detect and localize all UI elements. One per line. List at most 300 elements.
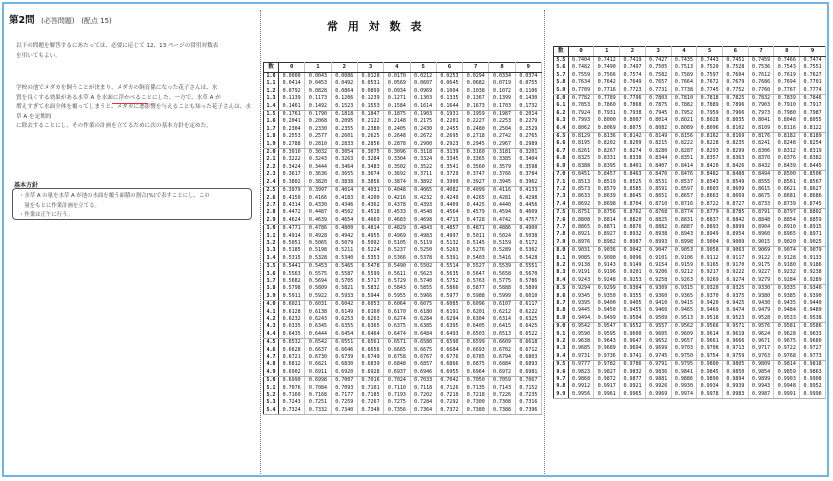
log-value-cell: 0.9703 [671, 345, 697, 352]
log-value-cell: 0.6042 [331, 301, 357, 309]
log-value-cell: 0.6222 [515, 309, 541, 316]
log-value-cell: 0.5079 [331, 240, 357, 247]
log-value-cell: 0.8949 [697, 231, 723, 238]
log-value-cell: 0.5752 [436, 278, 462, 285]
log-value-cell: 0.4533 [384, 209, 410, 216]
column-header: 7 [463, 63, 489, 73]
log-value-cell: 0.1239 [357, 95, 383, 102]
log-value-cell: 0.6180 [410, 309, 436, 316]
log-value-cell: 0.7803 [645, 95, 671, 103]
log-value-cell: 0.5237 [384, 247, 410, 254]
log-value-cell: 0.4281 [489, 195, 515, 202]
log-value-cell: 0.4150 [279, 195, 305, 202]
table-row [554, 285, 826, 293]
log-value-cell: 0.6561 [357, 339, 383, 347]
log-value-cell: 0.8893 [697, 224, 723, 231]
log-value-cell: 0.8513 [568, 179, 594, 186]
row-number-cell: 5.8 [554, 79, 569, 86]
row-number-cell: 6.6 [554, 140, 569, 147]
log-value-cell: 0.9117 [723, 255, 749, 262]
row-number-cell: 8.4 [554, 277, 569, 285]
log-value-cell: 0.7910 [774, 102, 800, 109]
log-value-cell: 0.1492 [305, 103, 331, 111]
log-value-cell: 0.9647 [620, 338, 646, 345]
log-value-cell: 0.8543 [697, 179, 723, 186]
log-value-cell: 0.1818 [331, 111, 357, 119]
row-number-cell: 9.7 [554, 376, 569, 383]
log-value-cell: 0.8439 [774, 163, 800, 171]
log-value-cell: 0.5514 [436, 263, 462, 271]
log-value-cell: 0.4843 [410, 225, 436, 233]
log-value-cell: 0.8055 [800, 117, 826, 124]
log-value-cell: 0.7084 [305, 385, 331, 392]
log-value-cell: 0.6425 [515, 323, 541, 330]
row-number-cell: 1.9 [264, 141, 279, 149]
log-value-cell: 0.6212 [489, 309, 515, 316]
row-number-cell: 8.5 [554, 285, 569, 293]
log-value-cell: 0.6830 [331, 361, 357, 368]
log-value-cell: 0.1931 [436, 111, 462, 119]
log-value-cell: 0.8445 [800, 163, 826, 171]
log-value-cell: 0.5092 [357, 240, 383, 247]
log-value-cell: 0.8831 [671, 217, 697, 224]
log-value-cell: 0.9036 [594, 247, 620, 255]
basic-policy-item: ・作業は正午に行う。 [19, 212, 73, 219]
log-value-cell: 0.9722 [774, 345, 800, 352]
log-value-cell: 0.9675 [774, 338, 800, 345]
row-number-cell: 5.6 [554, 64, 569, 71]
log-value-cell: 0.7435 [671, 57, 697, 65]
log-value-cell: 0.7566 [594, 72, 620, 79]
log-value-cell: 0.3139 [436, 149, 462, 157]
log-value-cell: 0.9299 [594, 285, 620, 293]
table-row [554, 383, 826, 390]
log-value-cell: 0.8785 [723, 209, 749, 217]
log-value-cell: 0.7185 [357, 392, 383, 399]
log-value-cell: 0.9405 [620, 300, 646, 307]
log-value-cell: 0.7093 [331, 385, 357, 392]
row-number-cell: 8.1 [554, 255, 569, 262]
log-value-cell: 0.2529 [515, 126, 541, 133]
log-value-cell: 0.4116 [489, 187, 515, 195]
log-value-cell: 0.9991 [774, 391, 800, 399]
log-value-cell: 0.6444 [305, 331, 331, 339]
log-value-cell: 0.4166 [305, 195, 331, 202]
row-number-cell: 9.6 [554, 369, 569, 376]
log-value-cell: 0.8488 [723, 171, 749, 179]
log-value-cell: 0.4330 [305, 202, 331, 209]
log-value-cell: 0.8876 [620, 224, 646, 231]
log-value-cell: 0.8007 [620, 117, 646, 124]
log-value-cell: 0.0531 [357, 80, 383, 87]
log-value-cell: 0.4698 [410, 217, 436, 225]
log-value-cell: 0.2856 [357, 141, 383, 149]
log-value-cell: 0.3617 [279, 171, 305, 178]
log-value-cell: 0.4265 [463, 195, 489, 202]
log-value-cell: 0.9385 [774, 293, 800, 300]
log-value-cell: 0.3856 [357, 179, 383, 187]
log-value-cell: 0.9274 [723, 277, 749, 285]
log-value-cell: 0.8136 [594, 133, 620, 141]
log-value-cell: 0.5328 [305, 255, 331, 263]
log-value-cell: 0.6464 [357, 331, 383, 339]
table-row [554, 87, 826, 95]
log-value-cell: 0.8710 [645, 201, 671, 209]
log-value-cell: 0.5911 [279, 293, 305, 301]
row-number-cell: 3.1 [264, 233, 279, 240]
log-value-cell: 0.8579 [594, 186, 620, 193]
column-header: 4 [671, 47, 697, 57]
log-value-cell: 0.4829 [384, 225, 410, 233]
row-number-cell: 8.0 [554, 247, 569, 255]
column-header: 2 [620, 47, 646, 57]
log-value-cell: 0.9773 [800, 353, 826, 361]
table-row [554, 95, 826, 103]
table-row [554, 323, 826, 331]
row-number-cell: 9.1 [554, 331, 569, 338]
log-value-cell: 0.6503 [463, 331, 489, 339]
log-value-cell: 0.7404 [568, 57, 594, 65]
log-value-cell: 0.6609 [489, 339, 515, 347]
log-value-cell: 0.3927 [463, 179, 489, 187]
log-value-cell: 0.0899 [357, 88, 383, 95]
log-value-cell: 0.6107 [489, 301, 515, 309]
table-row [264, 323, 542, 330]
log-value-cell: 0.8814 [594, 217, 620, 224]
table-row [554, 72, 826, 79]
log-value-cell: 0.9390 [800, 293, 826, 300]
row-number-cell: 7.0 [554, 171, 569, 179]
log-value-cell: 0.3032 [305, 149, 331, 157]
log-value-cell: 0.6064 [384, 301, 410, 309]
row-number-cell: 4.2 [264, 316, 279, 323]
log-value-cell: 0.9912 [568, 383, 594, 390]
log-value-cell: 0.9015 [748, 239, 774, 247]
log-value-cell: 0.3181 [489, 149, 515, 157]
log-value-cell: 0.9415 [671, 300, 697, 307]
log-value-cell: 0.8401 [620, 163, 646, 171]
log-value-cell: 0.8376 [774, 155, 800, 162]
log-value-cell: 0.9450 [594, 307, 620, 314]
log-value-cell: 0.9258 [645, 277, 671, 285]
log-value-cell: 0.7528 [723, 64, 749, 71]
log-value-cell: 0.8733 [748, 201, 774, 209]
log-value-cell: 0.5065 [305, 240, 331, 247]
log-value-cell: 0.9542 [568, 323, 594, 331]
log-value-cell: 0.9708 [697, 345, 723, 352]
log-value-cell: 0.8633 [568, 193, 594, 200]
log-value-cell: 0.3692 [384, 171, 410, 178]
log-value-cell: 0.4624 [279, 217, 305, 225]
table-row [554, 64, 826, 71]
log-value-cell: 0.7551 [800, 64, 826, 71]
row-number-cell: 7.4 [554, 201, 569, 209]
row-number-cell: 8.8 [554, 307, 569, 314]
log-value-cell: 0.6955 [436, 369, 462, 377]
log-value-cell: 0.3729 [436, 171, 462, 178]
log-value-cell: 0.9538 [800, 315, 826, 323]
story-paragraph [16, 84, 254, 132]
log-value-cell: 0.5670 [515, 271, 541, 278]
log-value-cell: 0.9191 [568, 269, 594, 276]
table-row [554, 79, 826, 86]
log-value-cell: 0.4800 [331, 225, 357, 233]
log-value-cell: 0.8555 [748, 179, 774, 186]
log-value-cell: 0.9886 [671, 376, 697, 383]
log-value-cell: 0.6928 [357, 369, 383, 377]
log-value-cell: 0.5888 [489, 285, 515, 292]
question-points: (配点 15) [81, 17, 112, 25]
log-value-cell: 0.6848 [384, 361, 410, 368]
log-value-cell: 0.7210 [436, 392, 462, 399]
log-value-cell: 0.7505 [645, 64, 671, 71]
log-value-cell: 0.6191 [436, 309, 462, 316]
log-value-cell: 0.7642 [594, 79, 620, 86]
row-number-cell: 3.5 [264, 263, 279, 271]
log-value-cell: 0.8215 [645, 140, 671, 147]
log-value-cell: 0.6628 [279, 347, 305, 354]
row-number-cell: 9.0 [554, 323, 569, 331]
log-value-cell: 0.8704 [620, 201, 646, 209]
log-value-cell: 0.9058 [697, 247, 723, 255]
log-value-cell: 0.5276 [463, 247, 489, 254]
log-value-cell: 0.8657 [671, 193, 697, 200]
log-value-cell: 0.5051 [279, 240, 305, 247]
table-row [264, 217, 542, 225]
log-value-cell: 0.8774 [671, 209, 697, 217]
log-value-cell: 0.1959 [463, 111, 489, 119]
log-value-cell: 0.6274 [384, 316, 410, 323]
log-value-cell: 0.6160 [357, 309, 383, 316]
log-value-cell: 0.9523 [723, 315, 749, 323]
log-value-cell: 0.7582 [645, 72, 671, 79]
log-value-cell: 0.3222 [279, 156, 305, 163]
table-row [554, 140, 826, 147]
log-value-cell: 0.7024 [384, 377, 410, 385]
story-line: に除去することにし、その作業の計画を立てるために次の基本方針を定めた。 [16, 123, 212, 130]
row-number-cell: 5.4 [264, 407, 279, 415]
row-number-cell: 2.5 [264, 187, 279, 195]
log-value-cell: 0.7324 [279, 407, 305, 415]
log-value-cell: 0.8615 [748, 186, 774, 193]
log-value-cell: 0.7110 [384, 385, 410, 392]
log-value-cell: 0.7126 [436, 385, 462, 392]
row-number-cell: 4.1 [264, 309, 279, 316]
table-row [264, 209, 542, 216]
log-value-cell: 0.5763 [463, 278, 489, 285]
log-value-cell: 0.5786 [515, 278, 541, 285]
log-value-cell: 0.7774 [800, 87, 826, 95]
log-value-cell: 0.9165 [697, 262, 723, 269]
log-value-cell: 0.5694 [305, 278, 331, 285]
log-value-cell: 0.1461 [279, 103, 305, 111]
log-value-cell: 0.8573 [568, 186, 594, 193]
log-value-cell: 0.1139 [279, 95, 305, 102]
log-value-cell: 0.6522 [515, 331, 541, 339]
row-number-cell: 8.3 [554, 269, 569, 276]
log-value-cell: 0.6785 [463, 354, 489, 361]
log-value-cell: 0.8779 [697, 209, 723, 217]
log-value-cell: 0.9759 [723, 353, 749, 361]
log-value-cell: 0.4487 [305, 209, 331, 216]
basic-policy-item: ・水草 A の量を水草 A が池の水面を覆う面積の割合(%)で表すことにし、この [19, 193, 210, 199]
log-value-cell: 0.6243 [305, 316, 331, 323]
column-header: 9 [800, 47, 826, 57]
log-value-cell: 0.9175 [748, 262, 774, 269]
row-number-cell: 5.5 [554, 57, 569, 65]
log-value-cell: 0.0086 [331, 73, 357, 81]
log-value-cell: 0.0000 [279, 73, 305, 81]
story-line: 質を良くする効果がある水草 A を水面に浮かべることにした。一方で、水草 A が [16, 94, 221, 101]
row-number-cell: 8.9 [554, 315, 569, 323]
row-number-cell: 9.2 [554, 338, 569, 345]
log-value-cell: 0.5944 [357, 293, 383, 301]
log-value-cell: 0.1761 [279, 111, 305, 119]
log-value-cell: 0.9581 [774, 323, 800, 331]
log-value-cell: 0.8865 [568, 224, 594, 231]
log-value-cell: 0.4133 [515, 187, 541, 195]
log-value-cell: 0.9435 [774, 300, 800, 307]
log-value-cell: 0.9832 [620, 369, 646, 376]
log-value-cell: 0.8235 [723, 140, 749, 147]
log-value-cell: 0.2504 [489, 126, 515, 133]
log-value-cell: 0.7356 [384, 407, 410, 415]
log-value-cell: 0.8591 [645, 186, 671, 193]
log-value-cell: 0.9499 [594, 315, 620, 323]
log-value-cell: 0.0969 [410, 88, 436, 95]
log-value-cell: 0.8745 [800, 201, 826, 209]
log-value-cell: 0.9961 [594, 391, 620, 399]
table-row [264, 301, 542, 309]
log-value-cell: 0.9096 [620, 255, 646, 262]
log-value-cell: 0.9101 [645, 255, 671, 262]
log-value-cell: 0.7574 [620, 72, 646, 79]
log-value-cell: 0.5966 [410, 293, 436, 301]
log-value-cell: 0.1644 [436, 103, 462, 111]
log-value-cell: 0.6875 [463, 361, 489, 368]
log-value-cell: 0.8195 [568, 140, 594, 147]
row-number-cell: 1.1 [264, 80, 279, 87]
log-value-cell: 0.8189 [800, 133, 826, 141]
log-value-cell: 0.4362 [357, 202, 383, 209]
row-number-cell: 1.0 [264, 73, 279, 81]
log-value-cell: 0.4886 [489, 225, 515, 233]
log-value-cell: 0.4456 [515, 202, 541, 209]
log-value-cell: 0.0755 [515, 80, 541, 87]
log-value-cell: 0.9969 [645, 391, 671, 399]
log-value-cell: 0.9154 [645, 262, 671, 269]
log-value-cell: 0.8048 [774, 117, 800, 124]
log-value-cell: 0.8457 [594, 171, 620, 179]
log-value-cell: 0.4409 [436, 202, 462, 209]
page-divider-right [544, 10, 545, 476]
table-row [554, 277, 826, 285]
log-value-cell: 0.2878 [384, 141, 410, 149]
page-frame [2, 2, 829, 477]
log-value-cell: 0.2945 [463, 141, 489, 149]
log-value-cell: 0.9315 [671, 285, 697, 293]
log-value-cell: 0.8686 [800, 193, 826, 200]
log-value-cell: 0.7364 [410, 407, 436, 415]
log-value-cell: 0.6749 [357, 354, 383, 361]
log-value-cell: 0.8021 [671, 117, 697, 124]
row-number-cell: 8.2 [554, 262, 569, 269]
table-row [264, 133, 542, 140]
log-value-cell: 0.3263 [331, 156, 357, 163]
log-value-cell: 0.7597 [697, 72, 723, 79]
log-value-cell: 0.3820 [305, 179, 331, 187]
log-value-cell: 0.6902 [279, 369, 305, 377]
log-value-cell: 0.8943 [671, 231, 697, 238]
log-value-cell: 0.7839 [774, 95, 800, 103]
log-value-cell: 0.0569 [384, 80, 410, 87]
log-value-cell: 0.4393 [410, 202, 436, 209]
log-value-cell: 0.1523 [331, 103, 357, 111]
log-value-cell: 0.6010 [515, 293, 541, 301]
log-value-cell: 0.7193 [384, 392, 410, 399]
log-value-cell: 0.1614 [410, 103, 436, 111]
log-value-cell: 0.9791 [645, 361, 671, 369]
log-value-cell: 0.2967 [489, 141, 515, 149]
log-value-cell: 0.9939 [723, 383, 749, 390]
log-value-cell: 0.5502 [410, 263, 436, 271]
log-value-cell: 0.8407 [645, 163, 671, 171]
log-value-cell: 0.4742 [489, 217, 515, 225]
log-value-cell: 0.9782 [594, 361, 620, 369]
log-value-cell: 0.5478 [357, 263, 383, 271]
log-value-cell: 0.3385 [489, 156, 515, 163]
table-row [554, 353, 826, 361]
log-value-cell: 0.7076 [279, 385, 305, 392]
log-value-cell: 0.9841 [671, 369, 697, 376]
log-value-cell: 0.8500 [774, 171, 800, 179]
log-value-cell: 0.7490 [594, 64, 620, 71]
log-value-cell: 0.2923 [436, 141, 462, 149]
log-value-cell: 0.8338 [620, 155, 646, 162]
log-value-cell: 0.2014 [515, 111, 541, 119]
log-value-cell: 0.8228 [697, 140, 723, 147]
log-value-cell: 0.8669 [723, 193, 749, 200]
log-value-cell: 0.5527 [463, 263, 489, 271]
log-value-cell: 0.3424 [279, 164, 305, 171]
log-value-cell: 0.9518 [697, 315, 723, 323]
log-value-cell: 0.8854 [774, 217, 800, 224]
log-value-cell: 0.8585 [620, 186, 646, 193]
log-value-cell: 0.9595 [594, 331, 620, 338]
log-value-cell: 0.1584 [384, 103, 410, 111]
log-value-cell: 0.9350 [594, 293, 620, 300]
log-value-cell: 0.2900 [410, 141, 436, 149]
log-value-cell: 0.9827 [594, 369, 620, 376]
log-value-cell: 0.7259 [331, 399, 357, 406]
log-value-cell: 0.5587 [331, 271, 357, 278]
log-value-cell: 0.3874 [384, 179, 410, 187]
log-value-cell: 0.7709 [568, 87, 594, 95]
log-value-cell: 0.8149 [645, 133, 671, 141]
log-value-cell: 0.9143 [594, 262, 620, 269]
table-row [554, 239, 826, 247]
log-value-cell: 0.2279 [515, 118, 541, 125]
log-value-cell: 0.8506 [800, 171, 826, 179]
log-value-cell: 0.3979 [279, 187, 305, 195]
log-value-cell: 0.7016 [357, 377, 383, 385]
log-value-cell: 0.7135 [463, 385, 489, 392]
log-value-cell: 0.8062 [568, 125, 594, 133]
log-value-cell: 0.8280 [645, 148, 671, 155]
log-value-cell: 0.0212 [410, 73, 436, 81]
column-header: 5 [410, 63, 436, 73]
log-value-cell: 0.9741 [620, 353, 646, 361]
